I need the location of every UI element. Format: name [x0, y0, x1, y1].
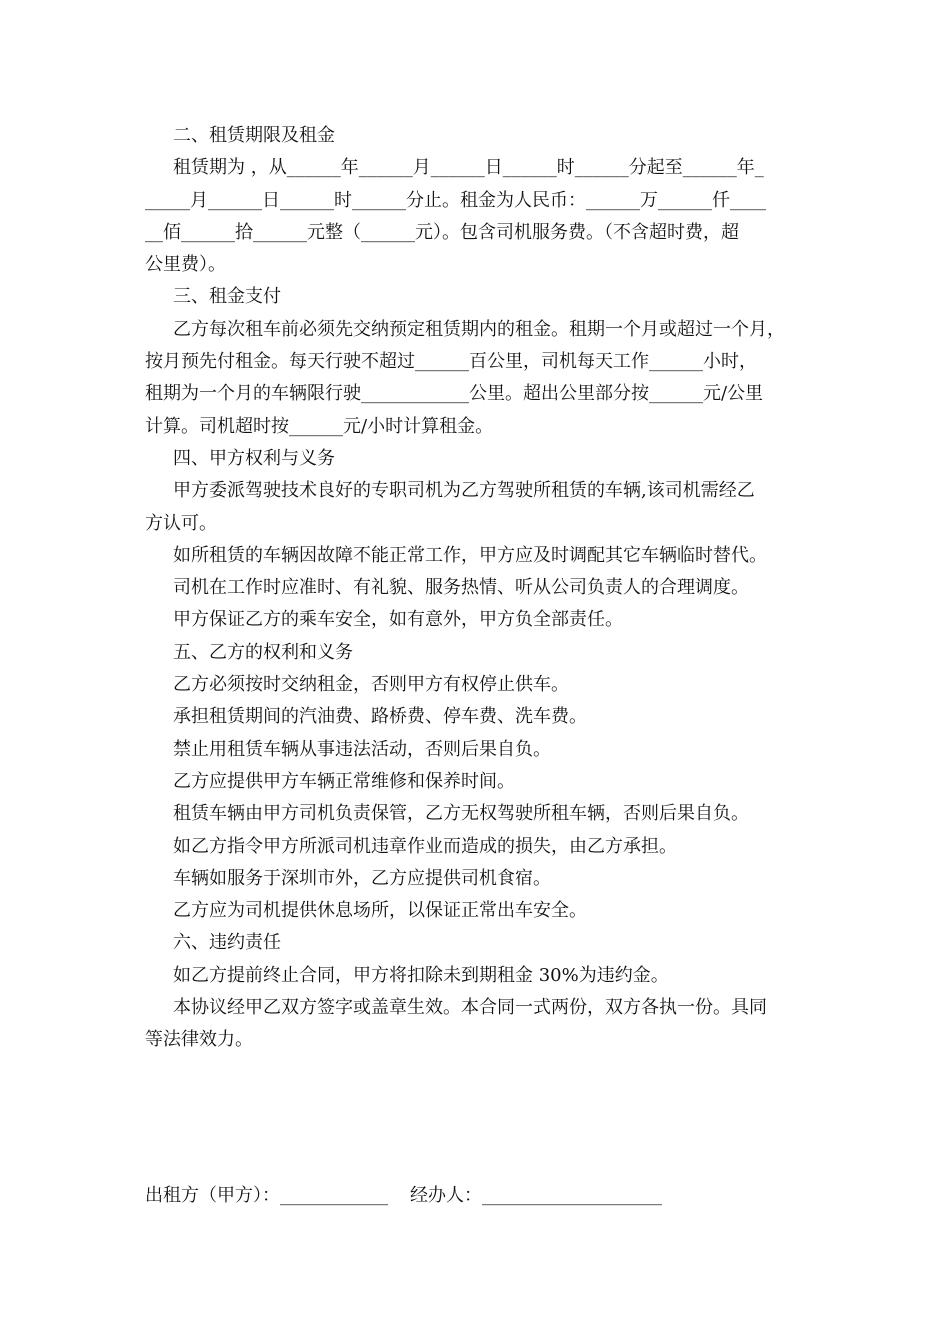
list-item: 车辆如服务于深圳市外，乙方应提供司机食宿。	[173, 867, 551, 889]
paragraph-line: _____月______日______时______分止。租金为人民币：______万______仟____	[145, 189, 766, 211]
paragraph-line: 租赁期为 ，从______年______月______日______时______分起至______年_	[173, 157, 764, 179]
paragraph-line: 按月预先付租金。每天行驶不超过______百公里，司机每天工作______小时，	[145, 351, 757, 373]
list-item: 如乙方指令甲方所派司机违章作业而造成的损失，由乙方承担。	[173, 835, 677, 857]
list-item: 承担租赁期间的汽油费、路桥费、停车费、洗车费。	[173, 706, 587, 728]
section-heading-party-a: 四、甲方权利与义务	[173, 447, 335, 469]
list-item: 甲方保证乙方的乘车安全，如有意外，甲方负全部责任。	[173, 609, 623, 631]
paragraph-line: 等法律效力。	[145, 1029, 253, 1051]
section-heading-party-b: 五、乙方的权利和义务	[173, 641, 353, 663]
lessor-signature-field[interactable]: ____________	[280, 1185, 388, 1206]
list-item: 乙方应提供甲方车辆正常维修和保养时间。	[173, 770, 515, 792]
paragraph-line: 乙方每次租车前必须先交纳预定租赁期内的租金。租期一个月或超过一个月，	[173, 318, 785, 340]
paragraph-line: 租期为一个月的车辆限行驶____________公里。超出公里部分按______元/公里	[145, 383, 764, 405]
agent-signature-field[interactable]: ____________________	[482, 1185, 662, 1206]
section-heading-payment: 三、租金支付	[173, 286, 281, 308]
section-heading-term: 二、租赁期限及租金	[173, 125, 335, 146]
lessor-label: 出租方（甲方）：	[145, 1185, 280, 1206]
signature-row	[145, 1180, 662, 1212]
contract-body	[145, 120, 815, 1057]
list-item: 甲方委派驾驶技术良好的专职司机为乙方驾驶所租赁的车辆,该司机需经乙	[173, 480, 755, 502]
list-item: 如所租赁的车辆因故障不能正常工作，甲方应及时调配其它车辆临时替代。	[173, 544, 767, 566]
agent-label: 经办人：	[410, 1185, 482, 1206]
paragraph-line: 公里费）。	[145, 254, 226, 276]
paragraph-line: __佰______拾______元整（______元）。包含司机服务费。（不含超时费，超	[145, 221, 739, 243]
list-item: 租赁车辆由甲方司机负责保管，乙方无权驾驶所租车辆，否则后果自负。	[173, 803, 749, 825]
paragraph-line: 如乙方提前终止合同，甲方将扣除未到期租金 30%为违约金。	[173, 964, 669, 986]
list-item-continuation: 方认可。	[145, 512, 217, 534]
section-heading-breach: 六、违约责任	[173, 932, 281, 954]
list-item: 禁止用租赁车辆从事违法活动，否则后果自负。	[173, 738, 551, 760]
list-item: 乙方必须按时交纳租金，否则甲方有权停止供车。	[173, 674, 569, 696]
list-item: 司机在工作时应准时、有礼貌、服务热情、听从公司负责人的合理调度。	[173, 577, 749, 599]
paragraph-line: 计算。司机超时按______元/小时计算租金。	[145, 415, 494, 437]
list-item: 乙方应为司机提供休息场所，以保证正常出车安全。	[173, 900, 587, 922]
paragraph-line: 本协议经甲乙双方签字或盖章生效。本合同一式两份，双方各执一份。具同	[173, 997, 767, 1019]
